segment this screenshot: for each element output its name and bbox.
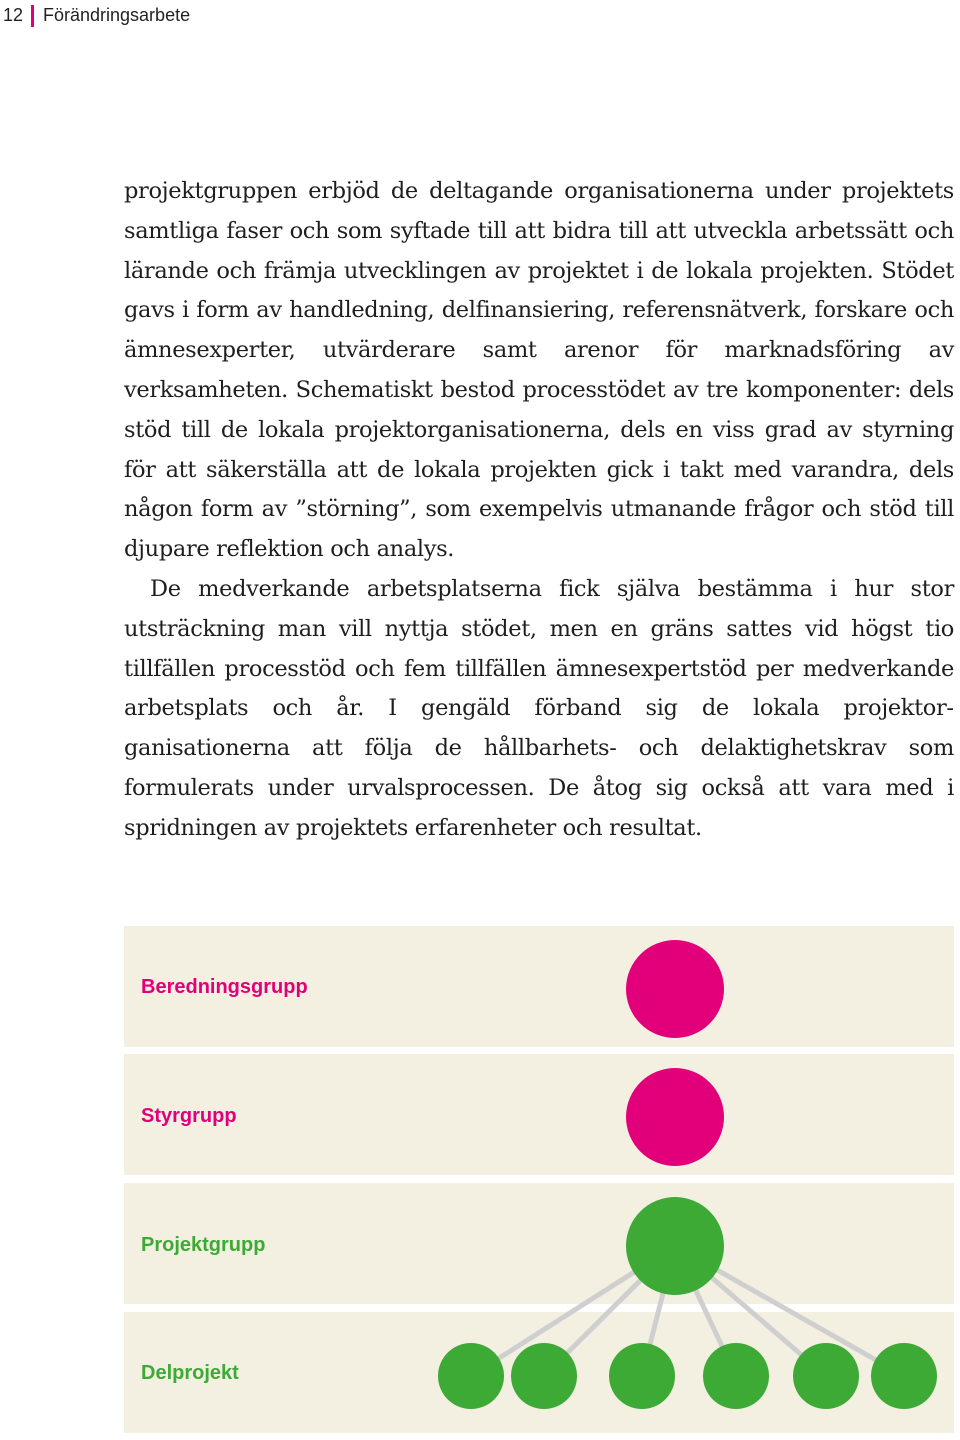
- label-beredningsgrupp: Beredningsgrupp: [141, 976, 308, 998]
- node-delprojekt: [703, 1343, 769, 1409]
- label-styrgrupp: Styrgrupp: [141, 1105, 237, 1127]
- node-delprojekt: [511, 1343, 577, 1409]
- body-text: [124, 172, 954, 849]
- node-delprojekt: [438, 1343, 504, 1409]
- page-number: 12: [3, 5, 24, 25]
- node-delprojekt: [871, 1343, 937, 1409]
- node-beredningsgrupp: [626, 940, 724, 1038]
- section-title: Förändringsarbete: [43, 5, 191, 25]
- org-chart-diagram: [124, 926, 954, 1438]
- paragraph: projektgruppen erbjöd de deltagande organisationerna under projektets samtliga faser och som syftade till att bidra till att utveckla arbetssätt och lärande och främja utvecklingen av projektet i de lokala projekten. Stödet gavs i form av handledning, delfinansiering, referensnätverk, forskare och ämnesexperter, utvärderare samt arenor för marknadsföring av verksamheten. Schematiskt bestod processtödet av tre komponenter: dels stöd till de lokala projektorganisationerna, dels en viss grad av styrning för att säkerställa att de lokala projekten gick i takt med varandra, dels någon form av ”störning”, som exempelvis utmanande frågor och stöd till djupare reflektion och analys.: [124, 178, 954, 563]
- node-styrgrupp: [626, 1068, 724, 1166]
- label-projektgrupp: Projektgrupp: [141, 1234, 266, 1256]
- header-divider: [31, 5, 34, 27]
- node-delprojekt: [793, 1343, 859, 1409]
- paragraph: De medverkande arbetsplatserna fick själva bestämma i hur stor utsträckning man vill nyttja stödet, men en gräns sattes vid högst tio tillfällen processtöd och fem tillfällen ämnesexpertstöd per medverkande arbetsplats och år. I gengäld förband sig de lokala projektorganisationerna att följa de hållbarhets- och delaktighetskrav som formulerats under urvalsprocessen. De åtog sig också att vara med i spridningen av projektets erfarenheter och resultat.: [124, 575, 954, 841]
- node-projektgrupp: [626, 1197, 724, 1295]
- label-delprojekt: Delprojekt: [141, 1362, 239, 1384]
- org-chart-graphics: [124, 926, 954, 1438]
- node-delprojekt: [609, 1343, 675, 1409]
